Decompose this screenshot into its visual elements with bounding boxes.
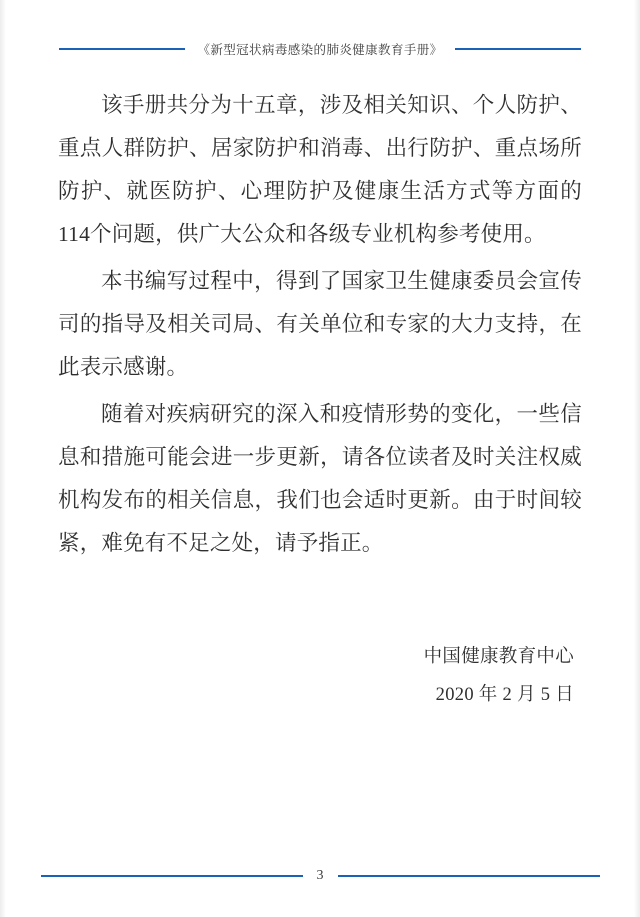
page-edge-shadow-right	[634, 0, 640, 917]
page-edge-shadow-left	[0, 0, 6, 917]
body-text	[58, 84, 582, 569]
footer-rule-right	[338, 875, 600, 877]
paragraph-2: 本书编写过程中，得到了国家卫生健康委员会宣传司的指导及相关司局、有关单位和专家的大力支持，在此表示感谢。	[58, 269, 582, 379]
signature-block	[58, 638, 582, 714]
running-header	[0, 38, 640, 60]
page-number: 3	[316, 868, 324, 883]
paragraph-3: 随着对疾病研究的深入和疫情形势的变化，一些信息和措施可能会进一步更新，请各位读者及时关注权威机构发布的相关信息，我们也会适时更新。由于时间较紧，难免有不足之处，请予指正。	[58, 402, 582, 555]
footer-rule-left	[41, 875, 303, 877]
signature-organization: 中国健康教育中心	[423, 647, 574, 667]
signature-date: 2020 年 2 月 5 日	[435, 685, 574, 705]
header-rule-left	[59, 48, 185, 50]
running-header-title: 《新型冠状病毒感染的肺炎健康教育手册》	[197, 43, 443, 57]
page-footer	[0, 866, 640, 886]
paragraph-1: 该手册共分为十五章，涉及相关知识、个人防护、重点人群防护、居家防护和消毒、出行防护、重点场所防护、就医防护、心理防护及健康生活方式等方面的114个问题，供广大公众和各级专业机构参考使用。	[58, 93, 582, 246]
header-rule-right	[455, 48, 581, 50]
